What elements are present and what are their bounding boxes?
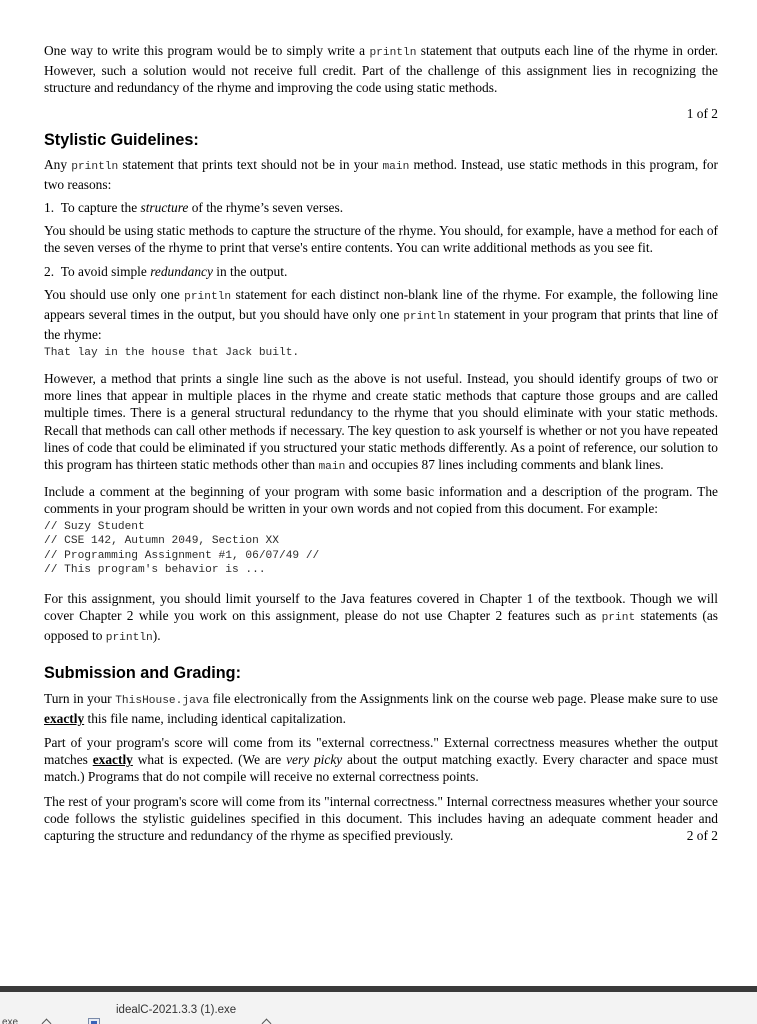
stylistic-paragraph-2: You should be using static methods to capture the structure of the rhyme. You should, for example, have a method for each of the seven verses of the rhyme to print that verse's entire contents. You can write additional methods as you see fit. (44, 223, 718, 256)
download-file-name[interactable]: idealC-2021.3.3 (1).exe (116, 1004, 237, 1016)
comment-line: // CSE 142, Autumn 2049, Section XX (44, 535, 279, 548)
file-icon (88, 1018, 100, 1024)
stylistic-paragraph-1: Any println statement that prints text should not be in your main method. Instead, use static methods in this program, for two reasons: (44, 156, 719, 192)
code-println: println (105, 632, 153, 645)
stylistic-paragraph-4: However, a method that prints a single line such as the above is not useful. Instead, you should identify groups of two or more lines that appear in multiple places in the rhyme and create static methods that capture those groups and are called multiple times. There is a general structural redundancy to the rhyme that you should eliminate with your static methods. Recall that methods can call other methods if necessary. The key question to ask yourself is whether or not you have repeated lines of code that could be eliminated if you structured your static methods differently. As a point of reference, our solution to this program has thirteen static methods other than main and occupies 87 lines including comments and blank lines. (44, 371, 718, 474)
submission-paragraph-3: The rest of your program's score will come from its "internal correctness." Internal correctness measures whether your source code follows the stylistic guidelines specified in this document. This includes having an adequate comment header and capturing the structure and redundancy of the rhyme as specified previously. 2 of 2 (44, 793, 718, 844)
code-println: println (403, 311, 451, 324)
chevron-up-icon[interactable] (42, 1019, 52, 1024)
stylistic-heading: Stylistic Guidelines: (44, 130, 199, 149)
code-println: println (71, 160, 119, 173)
code-filename: ThisHouse.java (115, 694, 210, 707)
comment-line: // This program's behavior is ... (44, 564, 266, 577)
download-bar (0, 986, 757, 1024)
stylistic-paragraph-5: Include a comment at the beginning of your program with some basic information and a description of the program. The comments in your program should be written in your own words and not copied from this document. For example: (44, 484, 718, 517)
submission-paragraph-2: Part of your program's score will come from its "external correctness." External correctness measures whether the output matches exactly what is expected. (We are very picky about the output matching exactly. Every character and space must match.) Programs that do not compile will receive no external correctness points. (44, 735, 718, 785)
code-println: println (184, 290, 232, 303)
reason-2: 2. To avoid simple redundancy in the output. (44, 263, 288, 279)
document-page (44, 42, 718, 844)
submission-paragraph-1: Turn in your ThisHouse.java file electronically from the Assignments link on the course web page. Please make sure to use exactly this file name, including identical capitalization. (44, 690, 719, 726)
code-print: print (601, 612, 636, 625)
comment-line: // Programming Assignment #1, 06/07/49 // (44, 549, 320, 562)
intro-paragraph: One way to write this program would be to simply write a println statement that outputs each line of the rhyme in order. However, such a solution would not receive full credit. Part of the challenge of this assignment lies in recognizing the structure and redundancy of the rhyme and improving the code using static methods. (44, 43, 718, 96)
code-main: main (382, 160, 410, 173)
stylistic-paragraph-6: For this assignment, you should limit yourself to the Java features covered in Chapter 1 of the textbook. Though we will cover Chapter 2 while you work on this assignment, please do not use Chapter 2 features such as print statements (as opposed to println). (44, 591, 718, 645)
stylistic-paragraph-3: You should use only one println statement for each distinct non-blank line of the rhyme. For example, the following line appears several times in the output, but you should have only one println statement in your program that prints that line of the rhyme: (44, 286, 718, 343)
code-println: println (369, 47, 417, 59)
submission-heading: Submission and Grading: (44, 663, 241, 682)
page-number-1: 1 of 2 (686, 105, 718, 121)
download-item-left-label[interactable]: exe (2, 1017, 19, 1024)
code-example-line: That lay in the house that Jack built. (44, 347, 300, 360)
code-main: main (318, 461, 346, 474)
comment-line: // Suzy Student (44, 520, 145, 533)
chevron-up-icon[interactable] (262, 1019, 272, 1024)
reason-1: 1. To capture the structure of the rhyme’s seven verses. (44, 200, 344, 216)
comment-example (44, 520, 718, 578)
page-number-2: 2 of 2 (686, 828, 718, 844)
